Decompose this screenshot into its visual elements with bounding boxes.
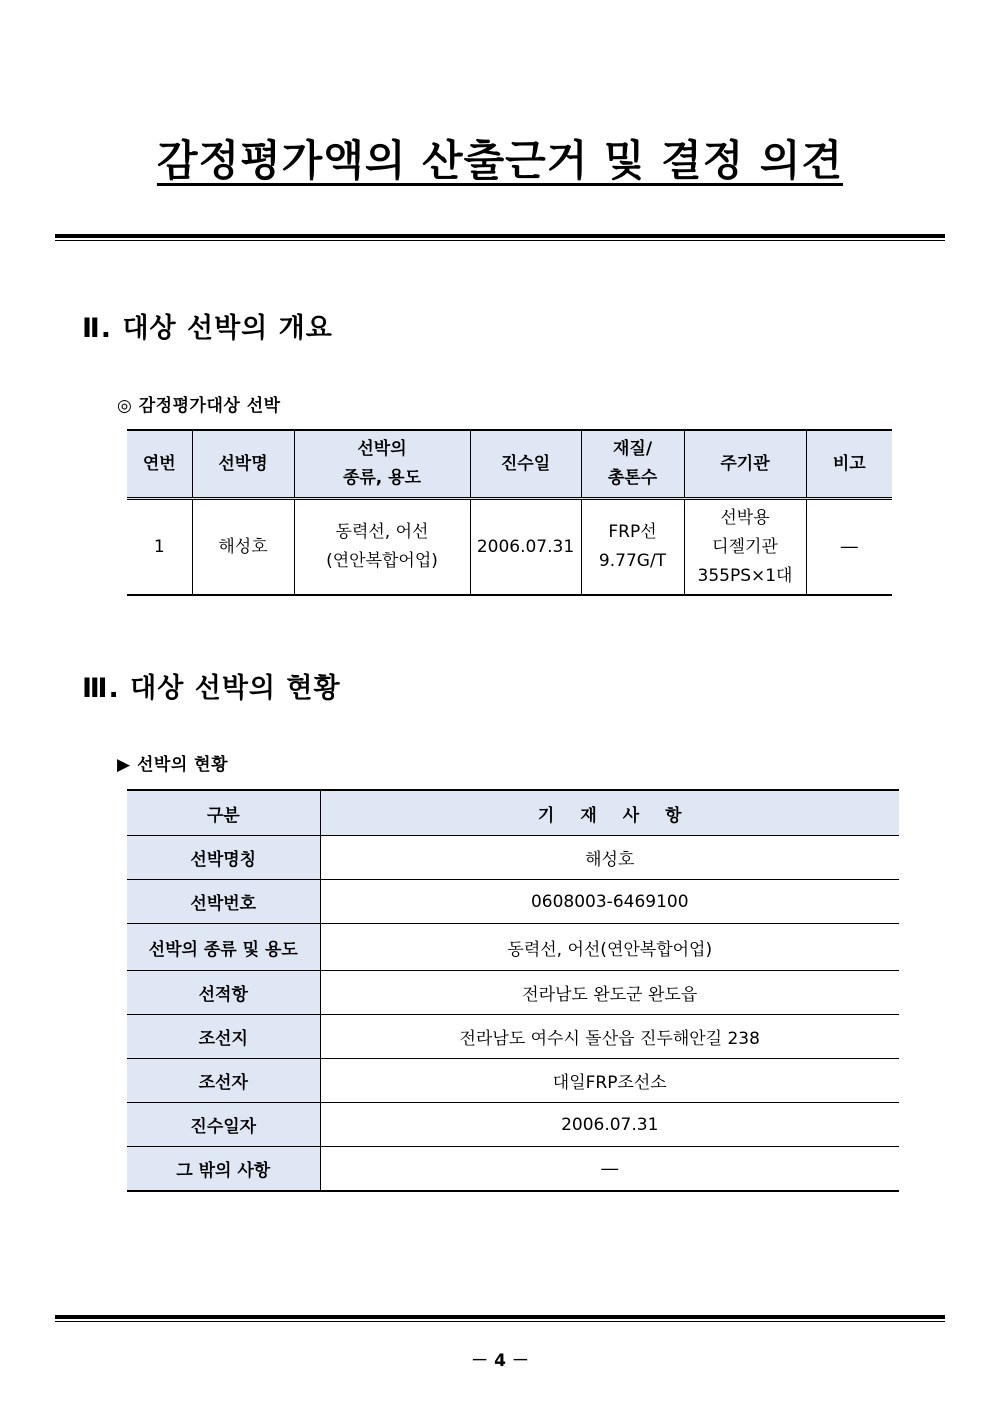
cell-remarks: ―: [806, 499, 892, 596]
row-value: 전라남도 여수시 돌산읍 진두해안길 238: [320, 1015, 899, 1059]
table-row: [127, 971, 899, 1015]
col-header-vessel-name: 선박명: [192, 430, 294, 499]
col-header-material-tonnage: 재질/ 총톤수: [581, 430, 684, 499]
row-value: ―: [320, 1147, 899, 1192]
row-value: 동력선, 어선(연안복합어업): [320, 924, 899, 971]
col-header-main-engine: 주기관: [684, 430, 806, 499]
cell-launch-date: 2006.07.31: [470, 499, 581, 596]
row-label: 선박번호: [127, 880, 320, 924]
col-header-remarks: 비고: [806, 430, 892, 499]
table-row: [127, 1147, 899, 1192]
table-row: [127, 880, 899, 924]
page-title-text: 감정평가액의 산출근거 및 결정 의견: [156, 136, 844, 185]
row-label: 그 밖의 사항: [127, 1147, 320, 1192]
row-label: 선적항: [127, 971, 320, 1015]
vessel-status-table: [127, 789, 899, 1192]
col-header-details: 기재사항: [320, 790, 899, 836]
cell-serial: 1: [127, 499, 192, 596]
row-value: 0608003-6469100: [320, 880, 899, 924]
row-label: 조선지: [127, 1015, 320, 1059]
row-label: 선박명칭: [127, 836, 320, 880]
row-value: 해성호: [320, 836, 899, 880]
vessel-overview-table: [127, 429, 892, 596]
page-number: － 4 －: [471, 1351, 529, 1371]
row-value: 대일FRP조선소: [320, 1059, 899, 1103]
table-row: [127, 1059, 899, 1103]
cell-material-tonnage: FRP선 9.77G/T: [581, 499, 684, 596]
row-label: 선박의 종류 및 용도: [127, 924, 320, 971]
bottom-double-rule: [55, 1315, 945, 1322]
page-title: [0, 128, 1000, 188]
row-label: 진수일자: [127, 1103, 320, 1147]
row-value: 2006.07.31: [320, 1103, 899, 1147]
cell-vessel-name: 해성호: [192, 499, 294, 596]
col-header-category: 구분: [127, 790, 320, 836]
section-3-subheading: ▶ 선박의 현황: [117, 755, 229, 775]
row-label: 조선자: [127, 1059, 320, 1103]
table-row: [127, 499, 892, 596]
col-header-serial: 연번: [127, 430, 192, 499]
table-row: [127, 1103, 899, 1147]
table-header-row: [127, 430, 892, 499]
section-3-heading: Ⅲ. 대상 선박의 현황: [82, 673, 341, 704]
section-2-heading: Ⅱ. 대상 선박의 개요: [82, 313, 333, 344]
col-header-launch-date: 진수일: [470, 430, 581, 499]
col-header-type-use: 선박의 종류, 용도: [294, 430, 470, 499]
row-value: 전라남도 완도군 완도읍: [320, 971, 899, 1015]
table-row: [127, 836, 899, 880]
cell-main-engine: 선박용 디젤기관 355PS×1대: [684, 499, 806, 596]
table-row: [127, 1015, 899, 1059]
cell-type-use: 동력선, 어선 (연안복합어업): [294, 499, 470, 596]
table-header-row: [127, 790, 899, 836]
table-row: [127, 924, 899, 971]
top-double-rule: [55, 234, 945, 241]
section-2-subheading: ◎ 감정평가대상 선박: [117, 396, 281, 416]
